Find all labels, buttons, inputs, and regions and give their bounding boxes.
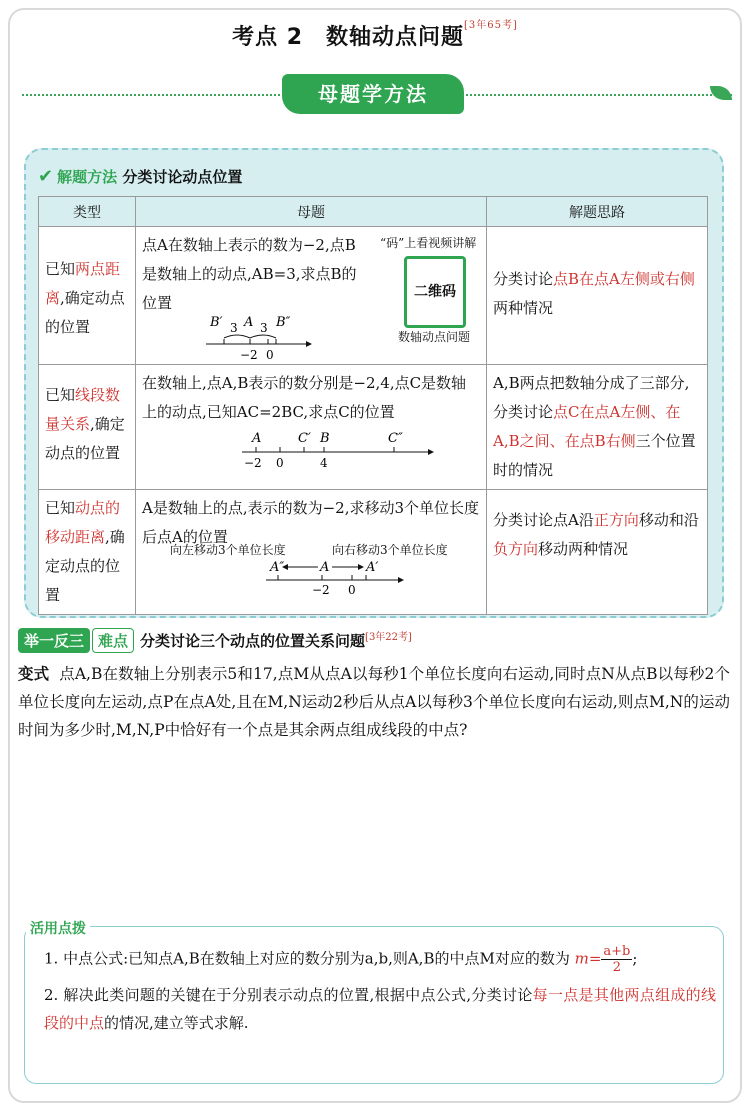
move-left-label: 向左移动3个单位长度 bbox=[170, 543, 286, 557]
table-row bbox=[39, 227, 708, 365]
point-label: A″ bbox=[270, 560, 285, 575]
type-cell: 已知线段数量关系,确定动点的位置 bbox=[39, 365, 136, 490]
point-label: B bbox=[320, 431, 330, 446]
number-line-2 bbox=[238, 430, 438, 470]
table-header: 母题 bbox=[136, 197, 487, 227]
problem-text: A是数轴上的点,表示的数为−2,求移动3个单位长度后点A的位置 bbox=[142, 499, 480, 546]
midpoint-fraction: $\frac{a+b}{2}$ bbox=[603, 944, 631, 975]
idea-cell: 分类讨论点A沿正方向移动和沿负方向移动两种情况 bbox=[487, 490, 708, 615]
idea-cell: A,B两点把数轴分成了三部分,分类讨论点C在点A左侧、在A,B之间、在点B右侧三个位置时的情况 bbox=[487, 365, 708, 490]
point-label: C′ bbox=[298, 431, 311, 446]
tick-label: 0 bbox=[266, 348, 274, 362]
problem-cell bbox=[136, 365, 487, 490]
variant-heading bbox=[18, 628, 412, 653]
point-label: A bbox=[244, 315, 254, 330]
tick-label: −2 bbox=[244, 456, 262, 470]
idea-cell: 分类讨论点B在点A左侧或右侧两种情况 bbox=[487, 227, 708, 365]
tip-item-1: 1. 中点公式:已知点A,B在数轴上对应的数分别为a,b,则A,B的中点M对应的数为 m= $\frac{a+b}{2}$ ; bbox=[44, 944, 638, 975]
tick-label: −2 bbox=[312, 583, 330, 596]
problem-text: 在数轴上,点A,B表示的数分别是−2,4,点C是数轴上的动点,已知AC=2BC,求点C的位置 bbox=[142, 374, 467, 421]
variant-frequency-badge: [3年22考] bbox=[365, 632, 412, 643]
qr-code[interactable]: 二维码 bbox=[404, 256, 466, 328]
number-line-1 bbox=[196, 314, 316, 362]
table-header: 解题思路 bbox=[487, 197, 708, 227]
point-label: C″ bbox=[388, 431, 403, 446]
variant-problem bbox=[18, 660, 730, 744]
number-line-3 bbox=[262, 556, 412, 596]
table-header-row bbox=[39, 197, 708, 227]
page-title bbox=[0, 20, 750, 51]
move-right-label: 向右移动3个单位长度 bbox=[332, 543, 448, 557]
qr-prompt: “码”上看视频讲解 bbox=[380, 236, 477, 250]
point-label: A bbox=[252, 431, 262, 446]
section-banner: 母题学方法 bbox=[282, 74, 464, 114]
practice-tag: 举一反三 bbox=[18, 628, 90, 653]
type-cell: 已知两点距离,确定动点的位置 bbox=[39, 227, 136, 365]
tips-tag: 活用点拨 bbox=[26, 918, 90, 938]
tick-label: 0 bbox=[348, 583, 356, 596]
method-heading bbox=[38, 166, 242, 187]
method-text: 分类讨论动点位置 bbox=[122, 168, 243, 186]
tip-item-2: 2. 解决此类问题的关键在于分别表示动点的位置,根据中点公式,分类讨论每一点是其他两点组成的线段的中点的情况,建立等式求解. bbox=[44, 986, 716, 1032]
point-label: B′ bbox=[210, 315, 223, 330]
difficulty-tag: 难点 bbox=[92, 628, 134, 653]
point-label: A bbox=[320, 560, 330, 575]
distance-label: 3 bbox=[230, 321, 238, 335]
problem-text: 点A在数轴上表示的数为−2,点B是数轴上的动点,AB=3,求点B的位置 bbox=[142, 236, 357, 312]
title-frequency-badge: [3年65考] bbox=[464, 20, 518, 31]
tick-label: 0 bbox=[276, 456, 284, 470]
method-prefix: 解题方法 bbox=[57, 168, 118, 186]
tips-body bbox=[44, 944, 716, 1037]
variant-label: 变式 bbox=[18, 665, 50, 683]
checkmark-icon: ✔ bbox=[38, 166, 54, 187]
type-cell: 已知动点的移动距离,确定动点的位置 bbox=[39, 490, 136, 615]
table-header: 类型 bbox=[39, 197, 136, 227]
point-label: A′ bbox=[366, 560, 379, 575]
point-label: B″ bbox=[276, 315, 291, 330]
table-row bbox=[39, 365, 708, 490]
tick-label: −2 bbox=[240, 348, 258, 362]
formula-lhs: m= bbox=[574, 949, 602, 968]
tick-label: 4 bbox=[320, 456, 328, 470]
qr-caption: 数轴动点问题 bbox=[398, 330, 471, 344]
distance-label: 3 bbox=[260, 321, 268, 335]
title-text: 考点 2 数轴动点问题 bbox=[232, 25, 465, 50]
variant-title: 分类讨论三个动点的位置关系问题 bbox=[140, 632, 366, 650]
variant-text: 点A,B在数轴上分别表示5和17,点M从点A以每秒1个单位长度向右运动,同时点N从点B以每秒2个单位长度向左运动,点P在点A处,且在M,N运动2秒后从点A以每秒3个单位长度向右运动,则点M,N的运动时间为多少时,M,N,P中恰好有一个点是其余两点组成线段的中点? bbox=[18, 665, 730, 739]
